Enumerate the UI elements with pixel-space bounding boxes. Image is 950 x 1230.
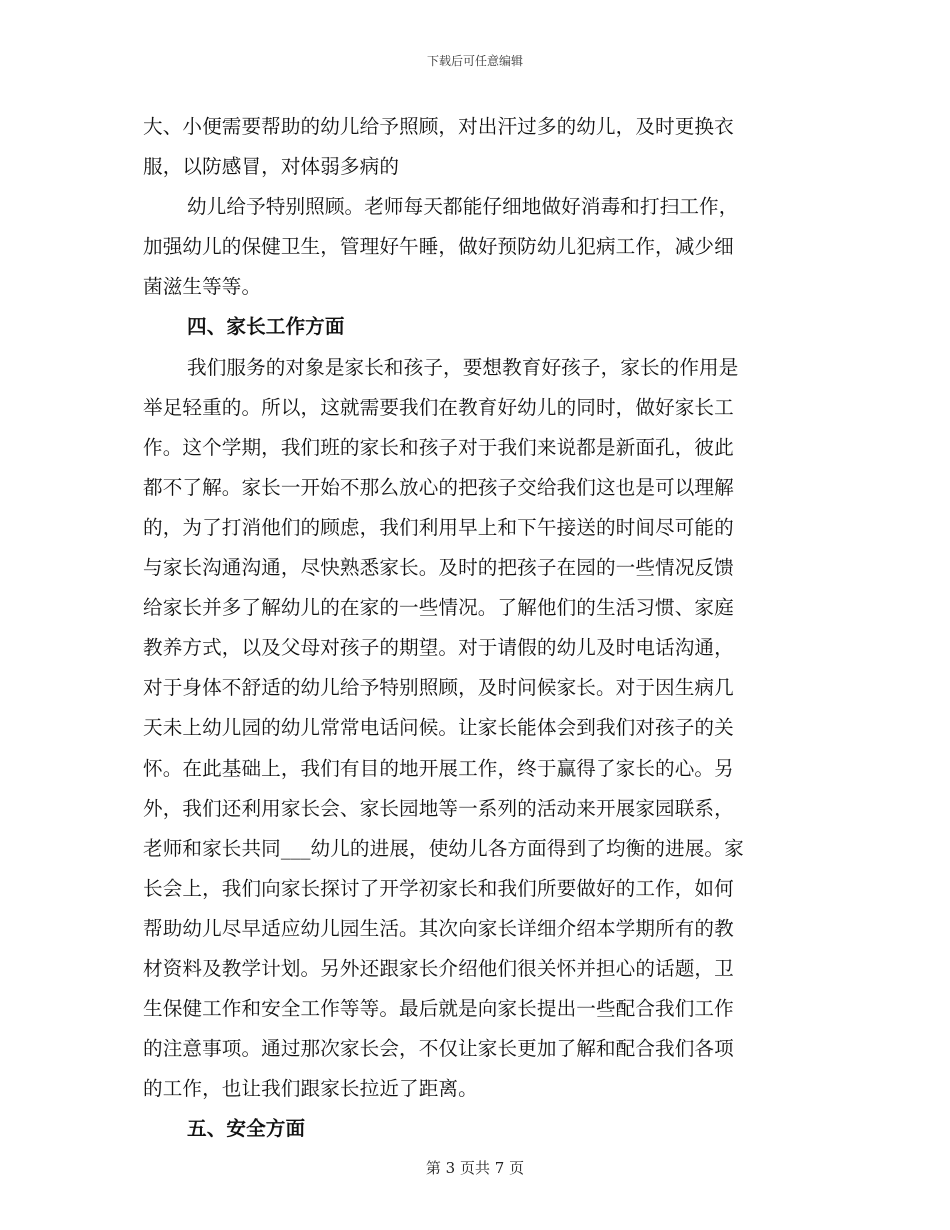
text-line: 幼儿给予特别照顾。老师每天都能仔细地做好消毒和打扫工作， [187, 195, 739, 219]
text-line: 怀。在此基础上，我们有目的地开展工作，终于赢得了家长的心。另 [143, 756, 734, 780]
text-line: 的注意事项。通过那次家长会，不仅让家长更加了解和配合我们各项 [143, 1037, 734, 1061]
text-line: 菌滋生等等。 [143, 275, 262, 299]
text-line: 对于身体不舒适的幼儿给予特别照顾，及时问候家长。对于因生病几 [143, 676, 734, 700]
text-line: 外，我们还利用家长会、家长园地等一系列的活动来开展家园联系， [143, 796, 734, 820]
text-line: 帮助幼儿尽早适应幼儿园生活。其次向家长详细介绍本学期所有的教 [143, 916, 734, 940]
text-line: 的工作，也让我们跟家长拉近了距离。 [143, 1077, 478, 1101]
text-line: 我们服务的对象是家长和孩子，要想教育好孩子，家长的作用是 [187, 355, 739, 379]
section-heading: 四、家长工作方面 [187, 315, 345, 339]
text-line: 加强幼儿的保健卫生，管理好午睡，做好预防幼儿犯病工作，减少细 [143, 235, 734, 259]
text-line: 的，为了打消他们的顾虑，我们利用早上和下午接送的时间尽可能的 [143, 515, 734, 539]
text-line: 教养方式，以及父母对孩子的期望。对于请假的幼儿及时电话沟通， [143, 636, 734, 660]
text-line: 与家长沟通沟通，尽快熟悉家长。及时的把孩子在园的一些情况反馈 [143, 556, 734, 580]
text-line: 长会上，我们向家长探讨了开学初家长和我们所要做好的工作，如何 [143, 876, 734, 900]
text-line: 作。这个学期，我们班的家长和孩子对于我们来说都是新面孔，彼此 [143, 435, 734, 459]
text-line: 举足轻重的。所以，这就需要我们在教育好幼儿的同时，做好家长工 [143, 395, 734, 419]
text-line: 都不了解。家长一开始不那么放心的把孩子交给我们这也是可以理解 [143, 475, 734, 499]
page-header: 下载后可任意编辑 [426, 54, 523, 68]
section-heading: 五、安全方面 [187, 1117, 306, 1141]
document-body [143, 107, 803, 1149]
text-line: 服，以防感冒，对体弱多病的 [143, 155, 400, 179]
text-line: 给家长并多了解幼儿的在家的一些情况。了解他们的生活习惯、家庭 [143, 596, 734, 620]
text-line: 大、小便需要帮助的幼儿给予照顾，对出汗过多的幼儿，及时更换衣 [143, 115, 734, 138]
text-line: 老师和家长共同___幼儿的进展，使幼儿各方面得到了均衡的进展。家 [143, 836, 744, 860]
page-footer: 第 3 页共 7 页 [425, 1159, 525, 1177]
text-line: 天未上幼儿园的幼儿常常电话问候。让家长能体会到我们对孩子的关 [143, 716, 734, 740]
text-line: 材资料及教学计划。另外还跟家长介绍他们很关怀并担心的话题，卫 [143, 956, 734, 980]
text-line: 生保健工作和安全工作等等。最后就是向家长提出一些配合我们工作 [143, 997, 734, 1021]
